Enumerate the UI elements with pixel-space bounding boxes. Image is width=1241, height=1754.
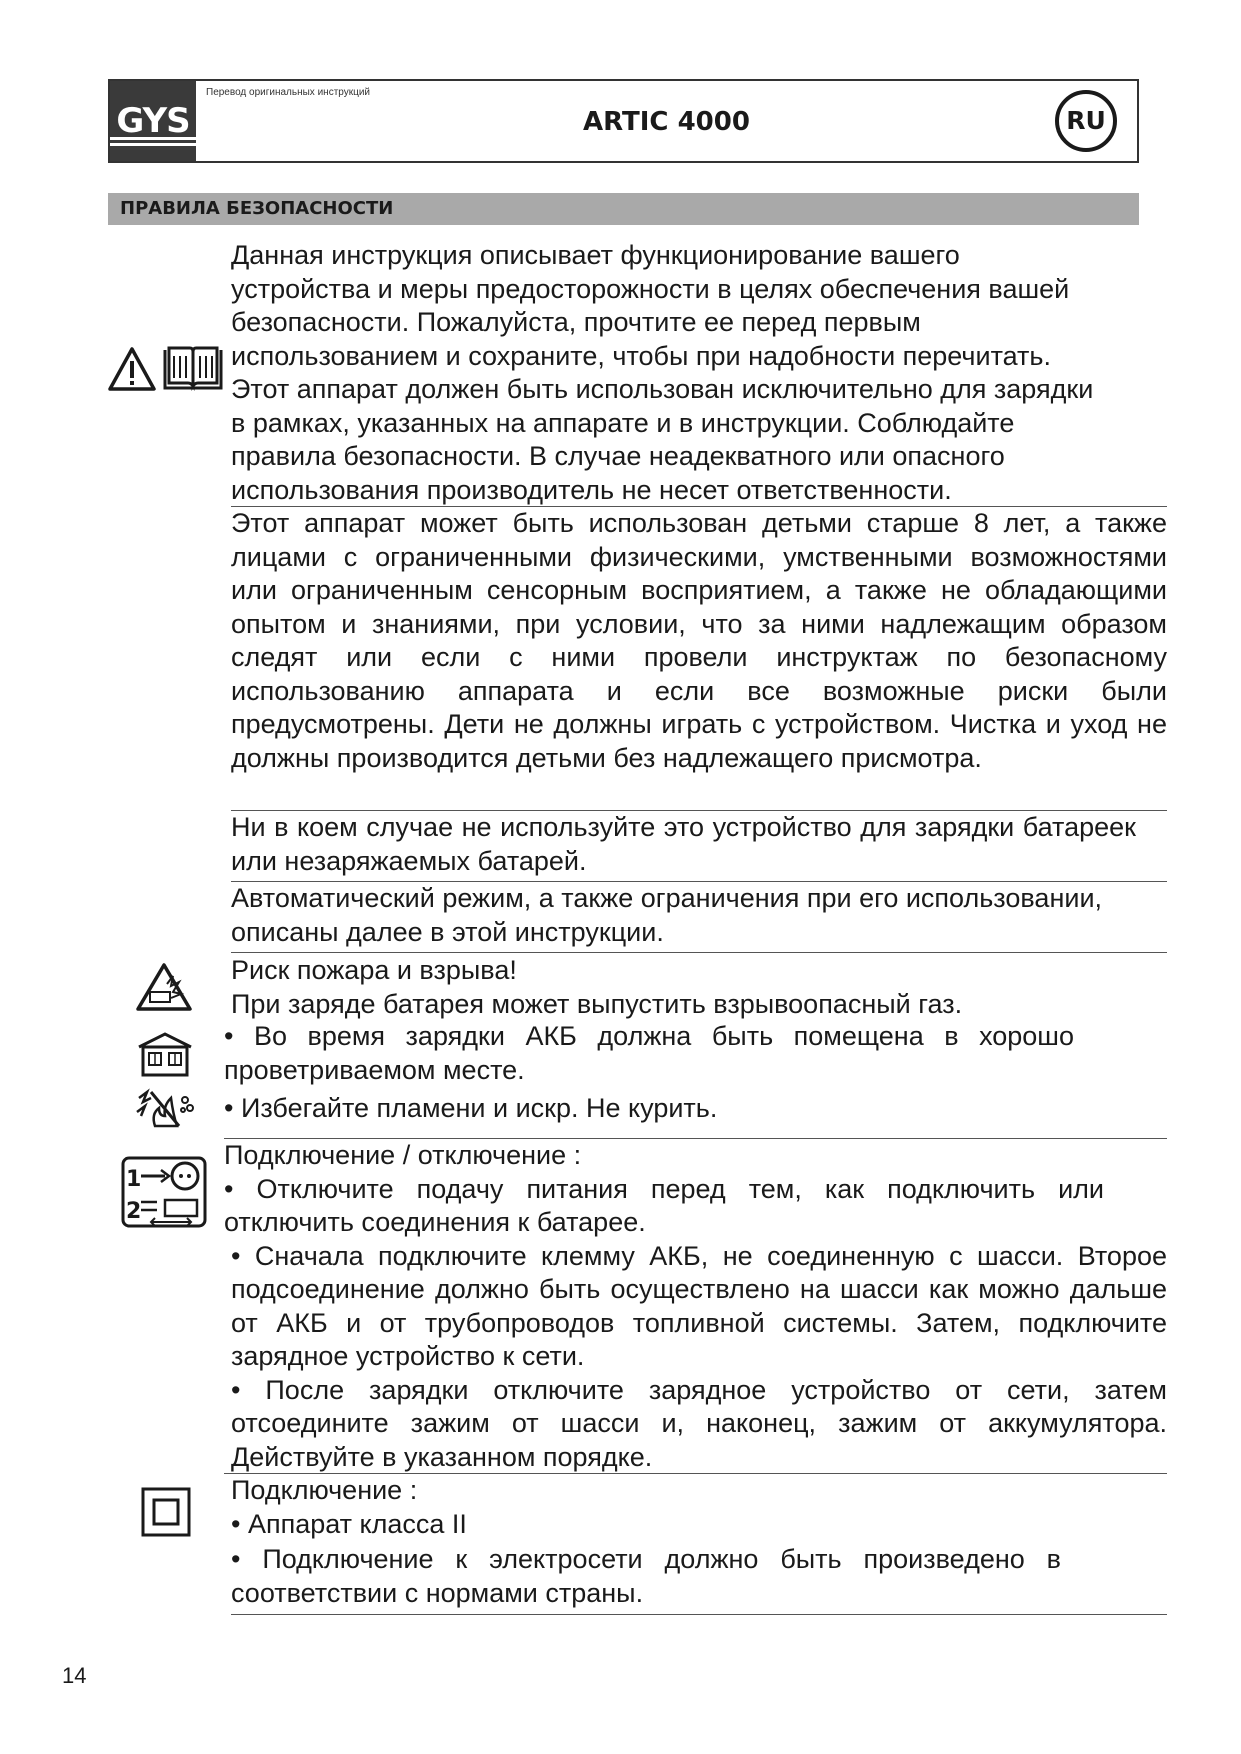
ventilation-bullet: • Во время зарядки АКБ должна быть помещена в хорошо проветриваемом месте.	[224, 1021, 1074, 1085]
power-connection-block	[231, 1474, 1167, 1615]
intro-paragraph: Данная инструкция описывает функционирование вашего устройства и меры предосторожности в целях обеспечения вашей безопасности. Пожалуйста, прочтите ее перед первым использованием и сохраните, чтобы при надобности перечитать. Этот аппарат должен быть использован исключительно для зарядки в рамках, указанных на аппарате и в инструкции. Соблюдайте правила безопасности. В случае неадекватного или опасного использования производитель не несет ответственности.	[231, 240, 1094, 505]
section-title: ПРАВИЛА БЕЗОПАСНОСТИ	[108, 193, 1139, 225]
class-ii-icon	[140, 1486, 192, 1538]
header-subtitle: Перевод оригинальных инструкций	[206, 87, 370, 98]
grid-connection-bullet: • Подключение к электросети должно быть произведено в соответствии с нормами страны.	[231, 1544, 1061, 1608]
explosion-warning-icon	[135, 962, 193, 1012]
non-rechargeable-paragraph-block	[231, 811, 1167, 882]
manual-book-icon	[162, 346, 224, 392]
svg-text:1: 1	[126, 1167, 142, 1192]
svg-text:2: 2	[126, 1199, 142, 1224]
auto-mode-paragraph-block	[231, 882, 1167, 953]
gys-logo	[110, 81, 196, 161]
explosive-gas-text: При заряде батарея может выпустить взрывоопасный газ.	[231, 988, 963, 1019]
children-paragraph-block	[231, 507, 1167, 811]
non-rechargeable-paragraph: Ни в коем случае не используйте это устройство для зарядки батареек или незаряжаемых батарей.	[231, 812, 1136, 876]
connection-heading: Подключение / отключение :	[224, 1140, 582, 1170]
children-paragraph: Этот аппарат может быть использован детьми старше 8 лет, а также лицами с ограниченными физическими, умственными возможностями или ограниченным сенсорным восприятием, а также не обладающими опытом и знаниями, при условии, что за ними надлежащим образом следят или если с ними провели инструктаж по безопасному использованию аппарата и если все возможные риски были предусмотрены. Дети не должны играть с устройством. Чистка и уход не должны производится детьми без надлежащего присмотра.	[231, 508, 1167, 773]
ventilated-room-icon	[137, 1031, 193, 1077]
class-ii-bullet: • Аппарат класса II	[231, 1508, 467, 1539]
document-header	[108, 79, 1139, 163]
auto-mode-paragraph: Автоматический режим, а также ограничения при его использовании, описаны далее в этой инструкции.	[231, 883, 1103, 947]
after-charging-bullet: • После зарядки отключите зарядное устройство от сети, затем отсоедините зажим от шасси и, наконец, зажим от аккумулятора. Действуйте в указанном порядке.	[231, 1374, 1167, 1472]
page-number: 14	[62, 1663, 87, 1688]
warning-icon	[107, 346, 157, 392]
no-flame-spark-icon	[133, 1088, 195, 1130]
fire-risk-block	[224, 954, 1167, 1139]
connection-block	[224, 1139, 1167, 1474]
logo-text: GYS	[116, 101, 190, 141]
document-title: ARTIC 4000	[583, 107, 750, 137]
language-badge: RU	[1055, 90, 1117, 152]
connect-order-bullet: • Сначала подключите клемму АКБ, не соединенную с шасси. Второе подсоединение должно быть осуществлено на шасси как можно дальше от АКБ и от трубопроводов топливной системы. Затем, подключите зарядное устройство к сети.	[231, 1240, 1167, 1371]
intro-paragraph-block	[231, 239, 1167, 507]
no-flame-bullet: • Избегайте пламени и искр. Не курить.	[224, 1093, 718, 1123]
connection-order-icon	[121, 1156, 207, 1228]
power-connection-heading: Подключение :	[231, 1475, 418, 1505]
fire-risk-heading: Риск пожара и взрыва!	[231, 955, 517, 985]
disconnect-power-bullet: • Отключите подачу питания перед тем, как подключить или отключить соединения к батарее.	[224, 1173, 1104, 1237]
